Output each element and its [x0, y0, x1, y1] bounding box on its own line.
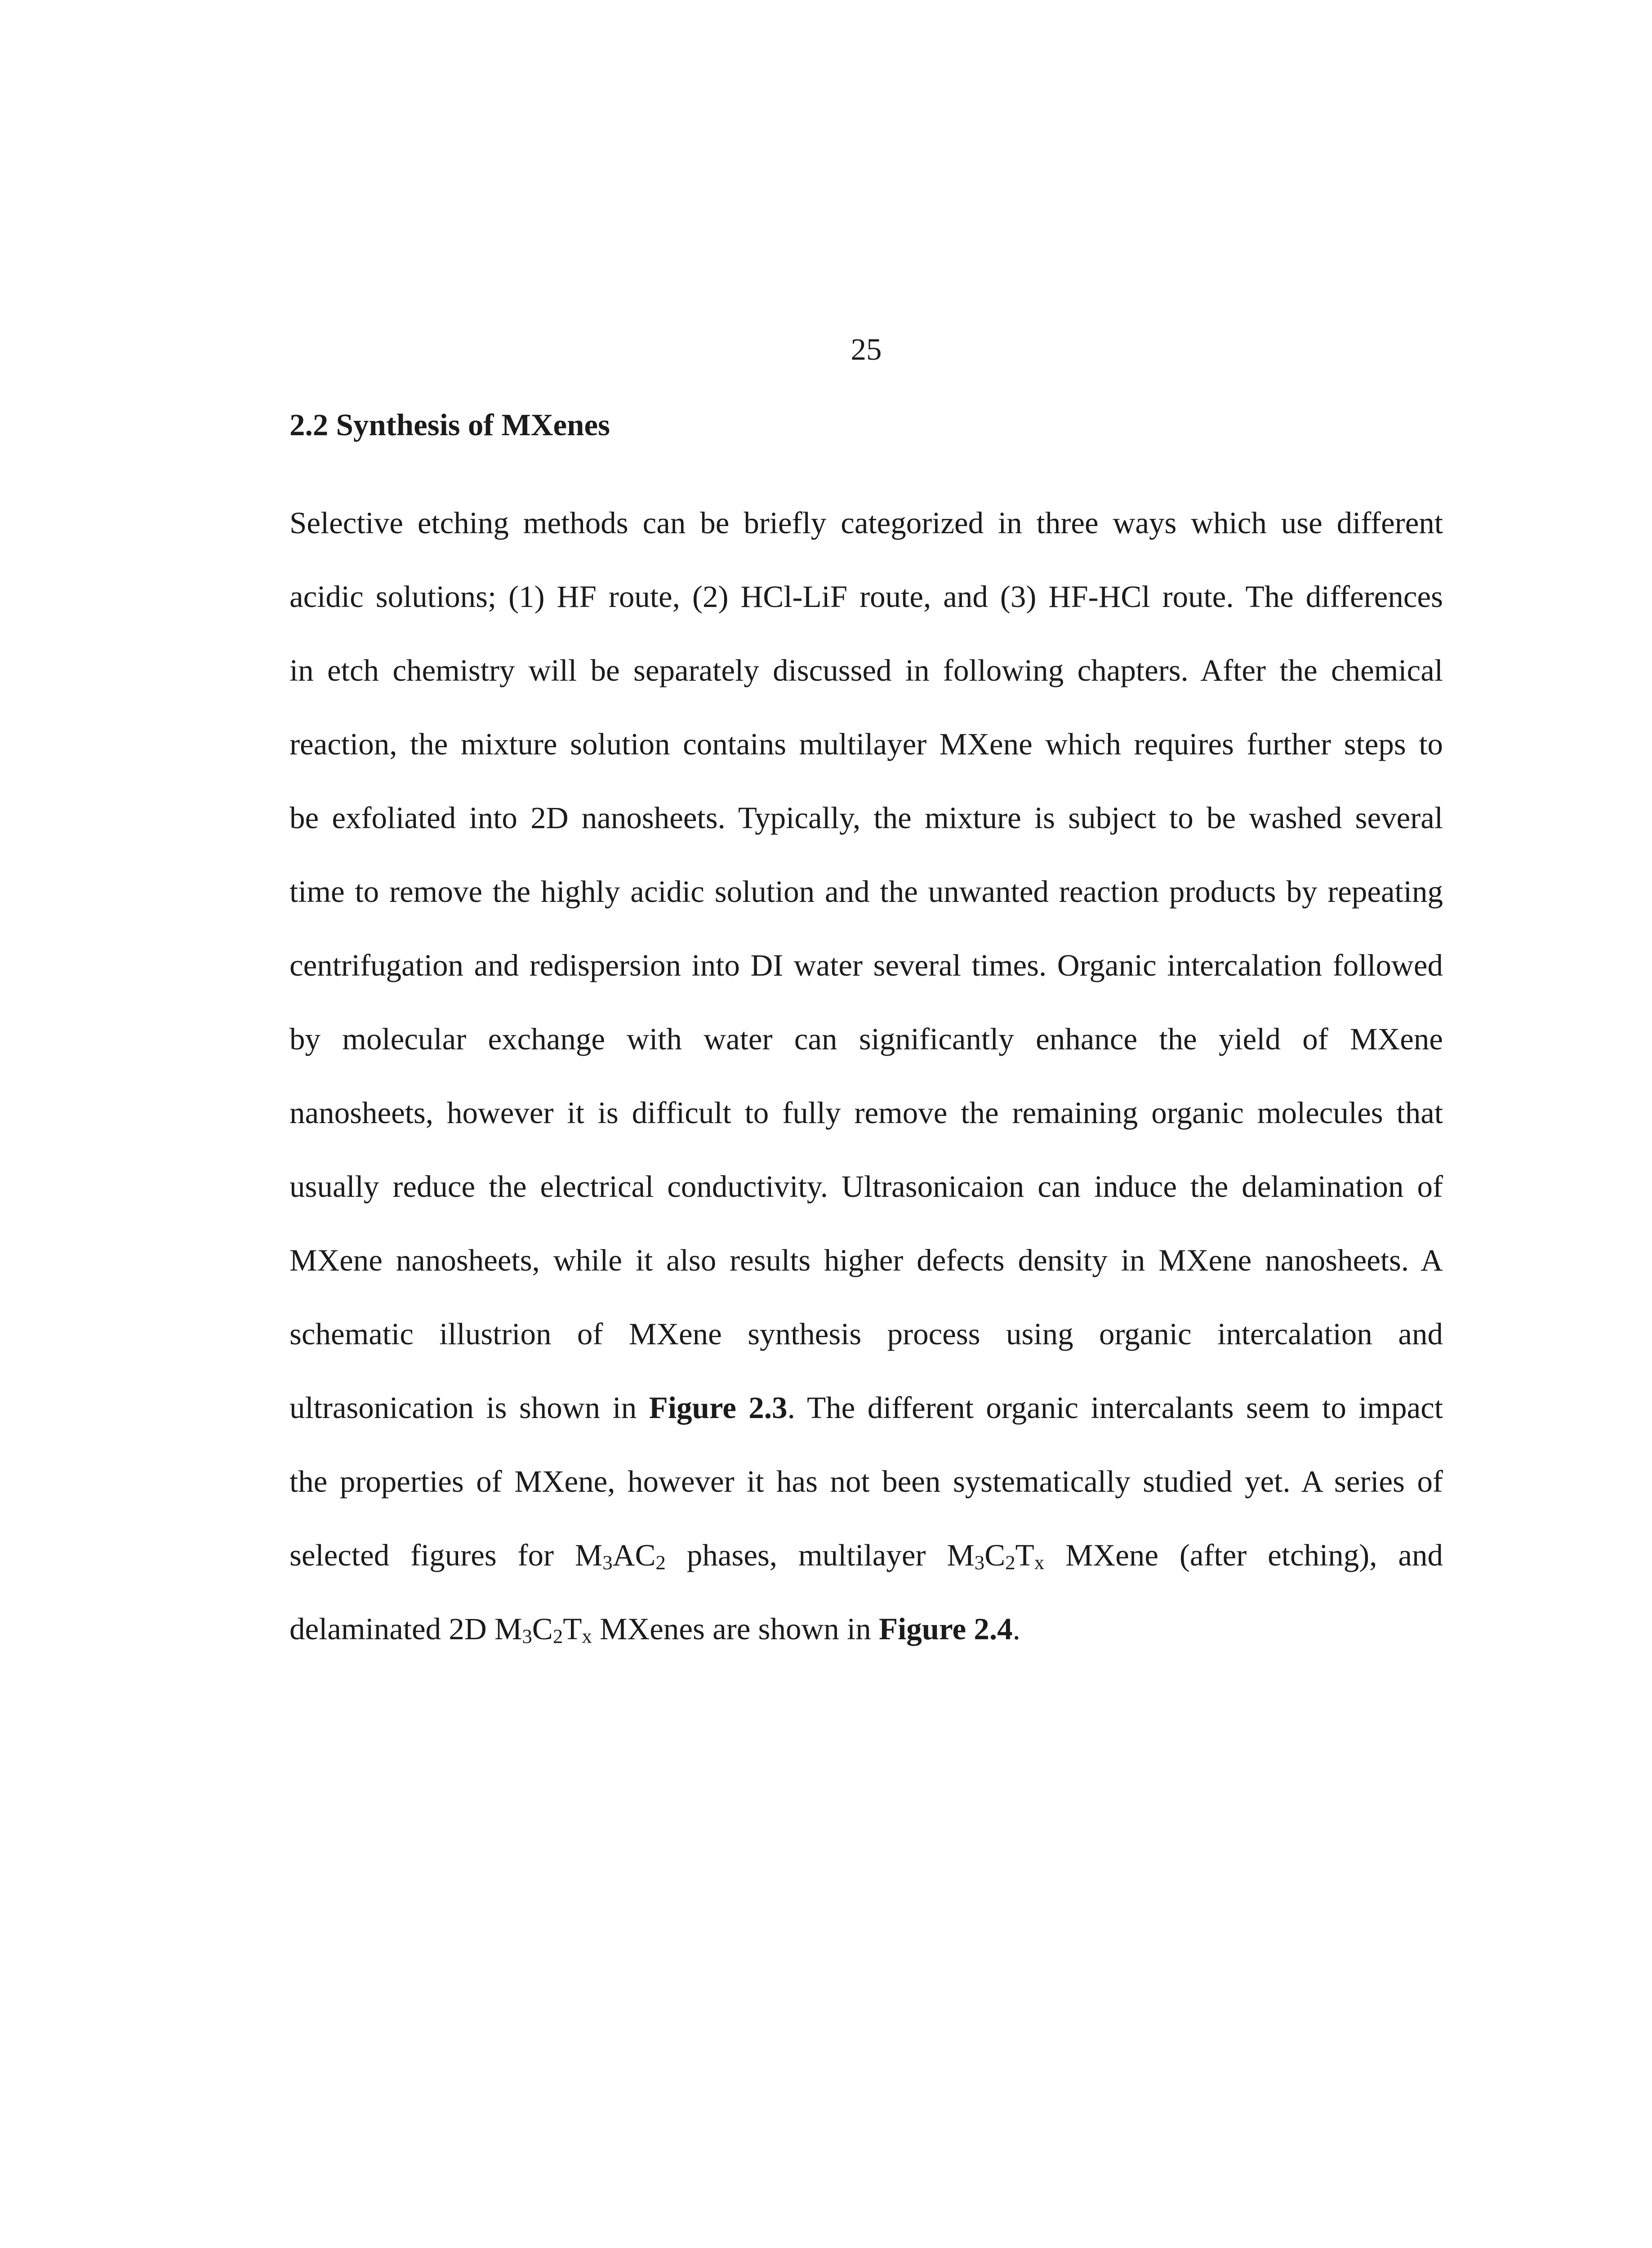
text-run: Selective etching methods can be briefly categorized in three ways which use different	[289, 506, 1443, 540]
text-run: by molecular exchange with water can significantly enhance the yield of MXene	[289, 1022, 1443, 1056]
paragraph-line	[289, 855, 1443, 928]
text-run: time to remove the highly acidic solution and the unwanted reaction products by repeating	[289, 874, 1443, 909]
text-run: in etch chemistry will be separately discussed in following chapters. After the chemical	[289, 653, 1443, 687]
text-run: T	[563, 1612, 582, 1646]
figure-reference: Figure 2.3	[649, 1391, 788, 1425]
section-heading: 2.2 Synthesis of MXenes	[289, 408, 610, 442]
paragraph-line	[289, 1592, 1443, 1666]
body-paragraph	[289, 486, 1443, 1666]
text-run: selected figures for M	[289, 1538, 603, 1572]
text-run: C	[532, 1612, 553, 1646]
text-run: T	[1015, 1538, 1034, 1572]
subscript: 3	[522, 1625, 532, 1648]
paragraph-line	[289, 486, 1443, 560]
text-run: .	[1012, 1612, 1020, 1646]
text-run: C	[984, 1538, 1006, 1572]
paragraph-line	[289, 1223, 1443, 1297]
paragraph-line	[289, 928, 1443, 1002]
paragraph-line	[289, 1445, 1443, 1518]
paragraph-line	[289, 560, 1443, 633]
paragraph-line	[289, 1371, 1443, 1445]
text-run: delaminated 2D M	[289, 1612, 522, 1646]
text-run: centrifugation and redispersion into DI water several times. Organic intercalation followed	[289, 948, 1443, 982]
paragraph-line	[289, 633, 1443, 707]
subscript: x	[582, 1625, 592, 1648]
text-run: be exfoliated into 2D nanosheets. Typically, the mixture is subject to be washed several	[289, 801, 1443, 835]
subscript: 2	[1005, 1551, 1015, 1574]
text-run: . The different organic intercalants seem to impact	[787, 1391, 1443, 1425]
paragraph-line	[289, 707, 1443, 781]
subscript: 2	[655, 1551, 666, 1574]
paragraph-line	[289, 1002, 1443, 1076]
subscript: x	[1034, 1551, 1045, 1574]
text-run: usually reduce the electrical conductivity. Ultrasonicaion can induce the delamination of	[289, 1169, 1443, 1204]
paragraph-line	[289, 781, 1443, 855]
subscript: 2	[552, 1625, 563, 1648]
paragraph-line	[289, 1297, 1443, 1371]
text-run: phases, multilayer M	[665, 1538, 975, 1572]
text-run: acidic solutions; (1) HF route, (2) HCl-LiF route, and (3) HF-HCl route. The differences	[289, 580, 1443, 614]
figure-reference: Figure 2.4	[878, 1612, 1013, 1646]
text-run: MXene (after etching), and	[1044, 1538, 1443, 1572]
text-run: MXenes are shown in	[592, 1612, 879, 1646]
text-run: MXene nanosheets, while it also results higher defects density in MXene nanosheets. A	[289, 1243, 1443, 1277]
page-number: 25	[850, 332, 882, 366]
text-run: ultrasonication is shown in	[289, 1391, 649, 1425]
paragraph-line	[289, 1150, 1443, 1223]
subscript: 3	[602, 1551, 613, 1574]
text-run: schematic illustrion of MXene synthesis process using organic intercalation and	[289, 1317, 1443, 1351]
text-run: AC	[612, 1538, 656, 1572]
text-run: reaction, the mixture solution contains multilayer MXene which requires further steps to	[289, 727, 1443, 761]
text-run: the properties of MXene, however it has not been systematically studied yet. A series of	[289, 1464, 1443, 1499]
paragraph-line	[289, 1518, 1443, 1592]
paragraph-line	[289, 1076, 1443, 1150]
text-run: nanosheets, however it is difficult to fully remove the remaining organic molecules that	[289, 1096, 1443, 1130]
subscript: 3	[974, 1551, 985, 1574]
